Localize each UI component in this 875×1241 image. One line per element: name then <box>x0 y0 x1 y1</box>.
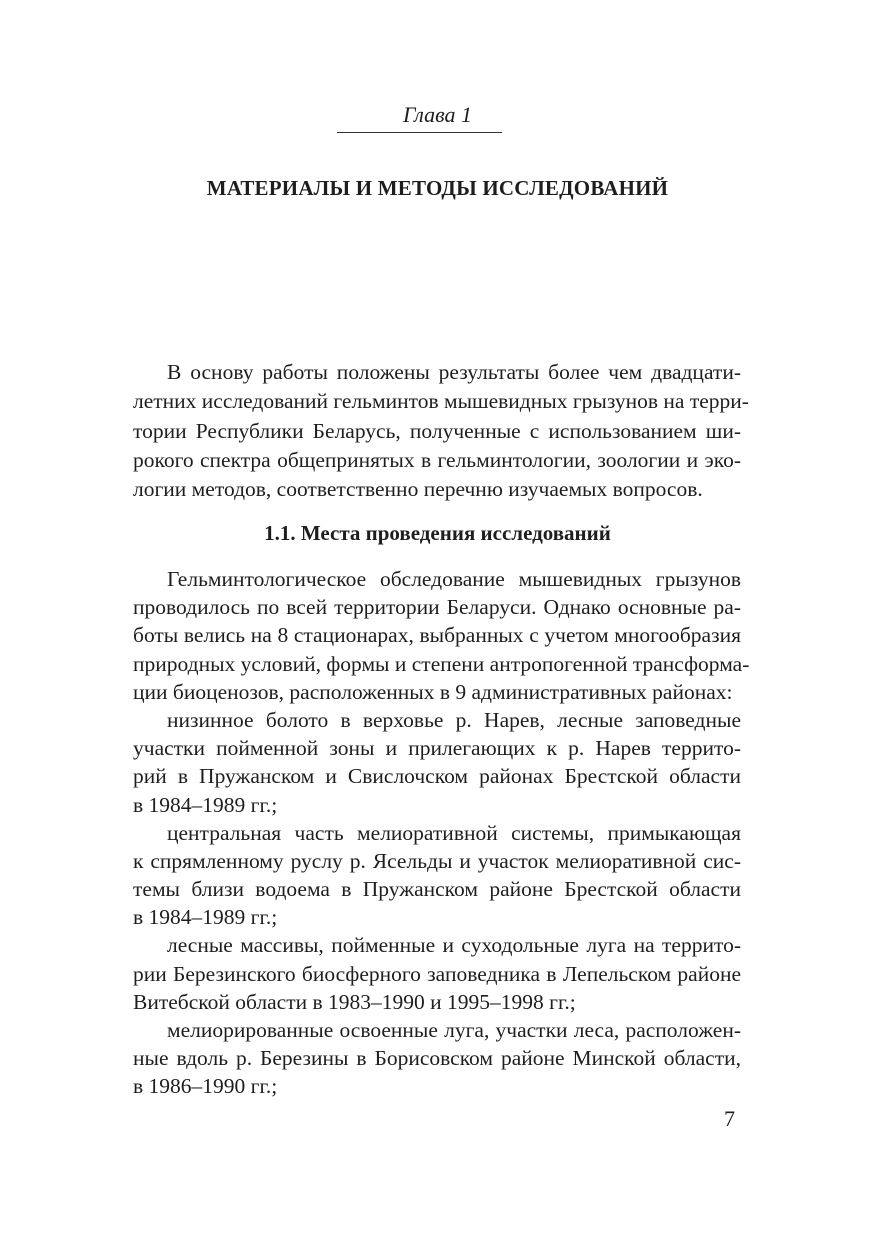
text-line: участки пойменной зоны и прилегающих к р. Нарев террито- <box>133 736 741 761</box>
text-line: низинное болото в верховье р. Нарев, лесные заповедные <box>167 707 741 732</box>
text-line: в 1984–1989 гг.; <box>133 792 278 817</box>
text-line: летних исследований гельминтов мышевидных грызунов на терри- <box>133 389 749 414</box>
text-line: в 1984–1989 гг.; <box>133 905 278 930</box>
section-heading: 1.1. Места проведения исследований <box>264 521 611 545</box>
text-line: логии методов, соответственно перечню изучаемых вопросов. <box>133 477 703 502</box>
page-number: 7 <box>724 1106 735 1131</box>
text-line: к спрямленному руслу р. Ясельды и участок мелиоративной сис- <box>133 848 741 873</box>
chapter-title: МАТЕРИАЛЫ И МЕТОДЫ ИССЛЕДОВАНИЙ <box>206 176 669 200</box>
text-line: боты велись на 8 стационарах, выбранных с учетом многообразия <box>133 623 741 648</box>
text-line: рокого спектра общепринятых в гельминтологии, зоологии и эко- <box>133 447 741 472</box>
text-line: ции биоценозов, расположенных в 9 административных районах: <box>133 679 733 704</box>
text-line: природных условий, формы и степени антропогенной трансформа- <box>133 651 750 676</box>
intro-paragraph <box>133 358 749 504</box>
section-paragraphs <box>133 565 750 1101</box>
chapter-label: Глава 1 <box>402 102 473 127</box>
text-line: проводилось по всей территории Беларуси. Однако основные ра- <box>133 595 741 620</box>
text-line: Гельминтологическое обследование мышевидных грызунов <box>167 567 741 591</box>
text-line: мелиорированные освоенные луга, участки леса, расположен- <box>167 1018 741 1042</box>
text-line: центральная часть мелиоративной системы, примыкающая <box>167 820 741 845</box>
text-line: тории Республики Беларусь, полученные с использованием ши- <box>133 418 741 443</box>
text-line: В основу работы положены результаты более чем двадцати- <box>167 360 741 384</box>
chapter-rule <box>337 132 502 133</box>
text-line: темы близи водоема в Пружанском районе Брестской области <box>133 877 741 902</box>
text-line: рии Березинского биосферного заповедника в Лепельском районе <box>133 961 741 986</box>
text-line: Витебской области в 1983–1990 и 1995–1998 гг.; <box>133 989 576 1014</box>
text-line: в 1986–1990 гг.; <box>133 1074 278 1099</box>
text-line: лесные массивы, пойменные и суходольные луга на террито- <box>167 933 741 958</box>
text-line: ные вдоль р. Березины в Борисовском районе Минской области, <box>133 1046 741 1071</box>
text-line: рий в Пружанском и Свислочском районах Брестской области <box>133 764 741 789</box>
